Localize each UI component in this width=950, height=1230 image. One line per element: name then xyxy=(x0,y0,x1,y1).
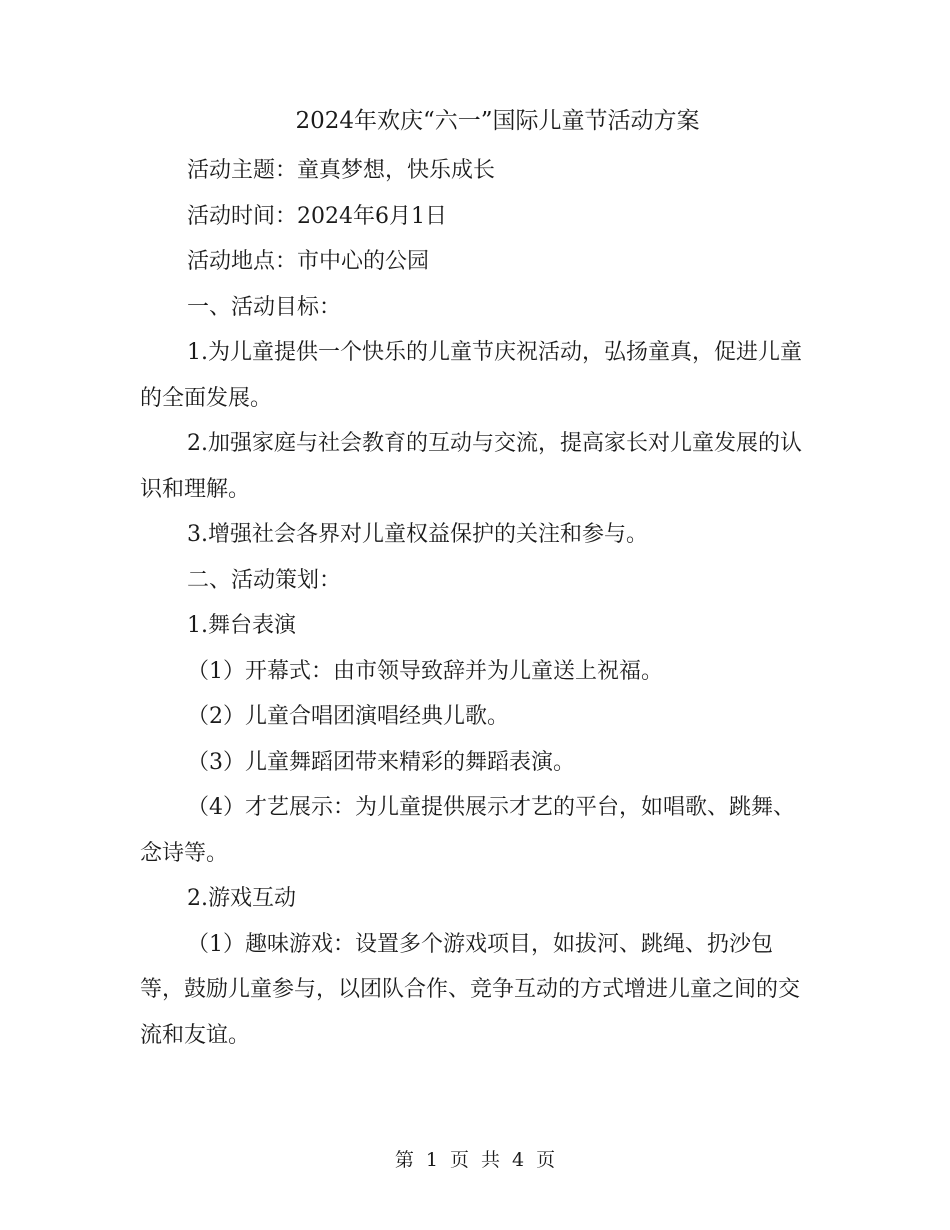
paragraph-location: 活动地点：市中心的公园 xyxy=(187,249,430,274)
paragraph-stage-1: （1）开幕式：由市领导致辞并为儿童送上祝福。 xyxy=(187,658,663,684)
paragraph-goal-1: 1.为儿童提供一个快乐的儿童节庆祝活动，弘扬童真，促进儿童的全面发展。 xyxy=(140,340,802,411)
paragraph-theme: 活动主题：童真梦想，快乐成长 xyxy=(187,158,496,183)
paragraph-time: 活动时间：2024年6月1日 xyxy=(187,203,447,229)
subheading-games: 2.游戏互动 xyxy=(187,886,296,911)
paragraph-stage-3: （3）儿童舞蹈团带来精彩的舞蹈表演。 xyxy=(187,749,575,775)
paragraph-goal-2: 2.加强家庭与社会教育的互动与交流，提高家长对儿童发展的认识和理解。 xyxy=(140,431,802,502)
section-heading-planning: 二、活动策划： xyxy=(187,567,342,593)
subheading-stage: 1.舞台表演 xyxy=(187,613,296,638)
document-body xyxy=(140,148,810,1058)
paragraph-games-1: （1）趣味游戏：设置多个游戏项目，如拔河、跳绳、扔沙包等，鼓励儿童参与，以团队合作、竞争互动的方式增进儿童之间的交流和友谊。 xyxy=(140,931,801,1048)
page-footer: 第 1 页 共 4 页 xyxy=(394,1149,556,1171)
section-heading-goals: 一、活动目标： xyxy=(187,294,342,320)
paragraph-stage-2: （2）儿童合唱团演唱经典儿歌。 xyxy=(187,704,509,729)
paragraph-stage-4: （4）才艺展示：为儿童提供展示才艺的平台，如唱歌、跳舞、念诗等。 xyxy=(140,795,795,866)
document-title: 2024年欢庆“六一”国际儿童节活动方案 xyxy=(295,108,700,134)
paragraph-goal-3: 3.增强社会各界对儿童权益保护的关注和参与。 xyxy=(187,522,648,547)
